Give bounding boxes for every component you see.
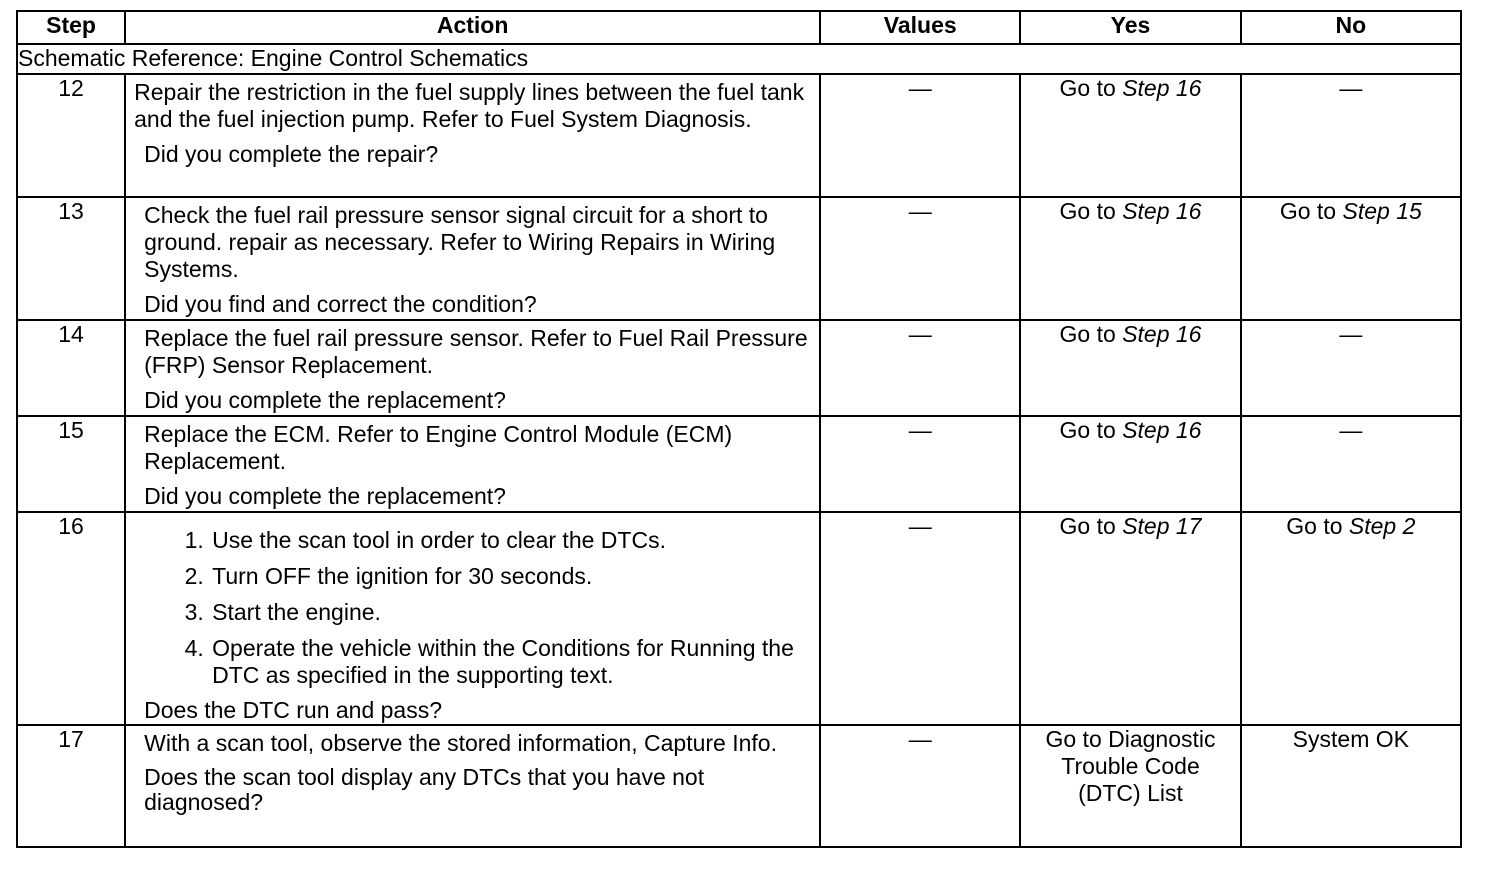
list-item: 1. Use the scan tool in order to clear the DTCs. bbox=[210, 527, 813, 554]
table-row bbox=[17, 74, 1461, 197]
yes-prefix: Go to bbox=[1059, 321, 1123, 347]
list-item: 3. Start the engine. bbox=[210, 599, 813, 626]
yes-prefix: Go to bbox=[1059, 198, 1123, 224]
action-list bbox=[134, 527, 813, 689]
step-number: 15 bbox=[17, 416, 125, 512]
yes-cell bbox=[1020, 725, 1240, 847]
header-yes: Yes bbox=[1020, 11, 1240, 44]
yes-prefix: Go to bbox=[1059, 75, 1123, 101]
yes-prefix: Go to bbox=[1059, 417, 1123, 443]
values-dash: — bbox=[908, 75, 932, 101]
table-row bbox=[17, 512, 1461, 725]
no-prefix: Go to bbox=[1286, 513, 1349, 539]
yes-cell bbox=[1020, 416, 1240, 512]
yes-step-link[interactable]: Step 16 bbox=[1122, 417, 1202, 443]
action-question: Did you find and correct the condition? bbox=[144, 291, 537, 317]
action-question: Did you complete the replacement? bbox=[144, 483, 506, 509]
table-row bbox=[17, 320, 1461, 416]
values-cell bbox=[820, 416, 1020, 512]
action-question: Did you complete the repair? bbox=[144, 141, 439, 167]
no-prefix: Go to bbox=[1279, 198, 1343, 224]
header-row bbox=[17, 11, 1461, 44]
no-cell bbox=[1241, 416, 1461, 512]
list-item: 4. Operate the vehicle within the Conditions for Running the DTC as specified in the supporting text. bbox=[210, 635, 813, 689]
no-cell bbox=[1241, 197, 1461, 320]
no-cell bbox=[1241, 320, 1461, 416]
action-cell bbox=[125, 416, 820, 512]
action-text: Repair the restriction in the fuel supply lines between the fuel tank and the fuel injection pump. Refer to Fuel System Diagnosis. bbox=[134, 79, 805, 132]
yes-step-link[interactable]: Step 17 bbox=[1122, 513, 1202, 539]
no-cell bbox=[1241, 512, 1461, 725]
no-dash: — bbox=[1339, 75, 1363, 101]
action-text: Check the fuel rail pressure sensor signal circuit for a short to ground. repair as necessary. Refer to Wiring Repairs in Wiring Systems. bbox=[144, 202, 776, 282]
action-question: Does the DTC run and pass? bbox=[144, 697, 443, 723]
values-dash: — bbox=[908, 726, 932, 752]
action-cell bbox=[125, 512, 820, 725]
no-cell bbox=[1241, 74, 1461, 197]
values-dash: — bbox=[908, 417, 932, 443]
step-number: 17 bbox=[17, 725, 125, 847]
table-row bbox=[17, 416, 1461, 512]
action-question: Does the scan tool display any DTCs that you have not diagnosed? bbox=[144, 764, 705, 815]
step-number: 16 bbox=[17, 512, 125, 725]
yes-step-link[interactable]: Step 16 bbox=[1122, 75, 1202, 101]
list-item: 2. Turn OFF the ignition for 30 seconds. bbox=[210, 563, 813, 590]
step-number: 14 bbox=[17, 320, 125, 416]
header-step: Step bbox=[17, 11, 125, 44]
values-dash: — bbox=[908, 513, 932, 539]
values-dash: — bbox=[908, 321, 932, 347]
values-cell bbox=[820, 725, 1020, 847]
action-text: Replace the fuel rail pressure sensor. Refer to Fuel Rail Pressure (FRP) Sensor Replacement. bbox=[144, 325, 808, 378]
yes-step-link[interactable]: Step 16 bbox=[1122, 198, 1202, 224]
values-dash: — bbox=[908, 198, 932, 224]
action-text: Replace the ECM. Refer to Engine Control Module (ECM) Replacement. bbox=[144, 421, 733, 474]
no-step-link[interactable]: Step 2 bbox=[1348, 513, 1416, 539]
yes-cell bbox=[1020, 320, 1240, 416]
schematic-reference-row bbox=[17, 44, 1461, 74]
action-question: Did you complete the replacement? bbox=[144, 387, 506, 413]
step-number: 12 bbox=[17, 74, 125, 197]
header-no: No bbox=[1241, 11, 1461, 44]
step-number: 13 bbox=[17, 197, 125, 320]
values-cell bbox=[820, 512, 1020, 725]
header-action: Action bbox=[125, 11, 820, 44]
yes-step-link[interactable]: Step 16 bbox=[1122, 321, 1202, 347]
yes-prefix: Go to bbox=[1059, 513, 1123, 539]
schematic-reference: Schematic Reference: Engine Control Schematics bbox=[17, 44, 1461, 74]
no-step-link[interactable]: Step 15 bbox=[1342, 198, 1422, 224]
no-dash: — bbox=[1339, 417, 1363, 443]
no-system-ok: System OK bbox=[1292, 726, 1409, 752]
yes-cell bbox=[1020, 512, 1240, 725]
action-cell bbox=[125, 725, 820, 847]
header-values: Values bbox=[820, 11, 1020, 44]
action-cell bbox=[125, 197, 820, 320]
yes-dtc-list-link[interactable]: Go to Diagnostic Trouble Code (DTC) List bbox=[1045, 726, 1216, 806]
values-cell bbox=[820, 197, 1020, 320]
no-dash: — bbox=[1339, 321, 1363, 347]
table-row bbox=[17, 725, 1461, 847]
table-row bbox=[17, 197, 1461, 320]
values-cell bbox=[820, 74, 1020, 197]
no-cell bbox=[1241, 725, 1461, 847]
action-text: With a scan tool, observe the stored information, Capture Info. bbox=[144, 730, 777, 756]
yes-cell bbox=[1020, 74, 1240, 197]
diagnostic-table bbox=[16, 10, 1462, 848]
action-cell bbox=[125, 320, 820, 416]
action-cell bbox=[125, 74, 820, 197]
yes-cell bbox=[1020, 197, 1240, 320]
values-cell bbox=[820, 320, 1020, 416]
